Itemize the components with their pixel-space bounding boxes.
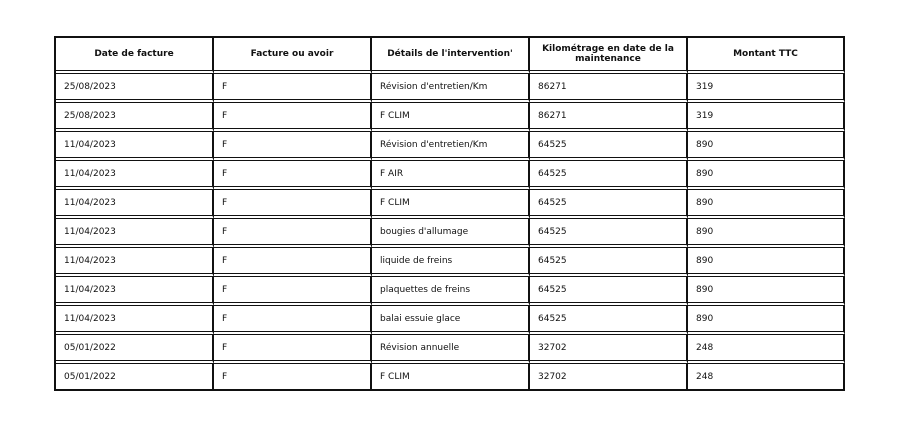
cell-date: 11/04/2023 (56, 161, 214, 190)
cell-date: 11/04/2023 (56, 219, 214, 248)
cell-details: balai essuie glace (372, 306, 530, 335)
cell-details: F CLIM (372, 364, 530, 391)
cell-kilometrage: 64525 (530, 161, 688, 190)
cell-details: Révision d'entretien/Km (372, 132, 530, 161)
cell-details: Révision d'entretien/Km (372, 74, 530, 103)
cell-date: 11/04/2023 (56, 248, 214, 277)
cell-type: F (214, 277, 372, 306)
cell-type: F (214, 248, 372, 277)
cell-kilometrage: 64525 (530, 306, 688, 335)
cell-kilometrage: 86271 (530, 74, 688, 103)
cell-kilometrage: 64525 (530, 248, 688, 277)
cell-type: F (214, 364, 372, 391)
cell-montant: 890 (688, 161, 845, 190)
table-row (56, 132, 845, 161)
cell-details: F AIR (372, 161, 530, 190)
table-body (56, 74, 845, 391)
cell-type: F (214, 219, 372, 248)
cell-type: F (214, 74, 372, 103)
cell-date: 05/01/2022 (56, 364, 214, 391)
cell-montant: 319 (688, 74, 845, 103)
cell-type: F (214, 103, 372, 132)
cell-montant: 890 (688, 306, 845, 335)
cell-details: liquide de freins (372, 248, 530, 277)
table-row (56, 219, 845, 248)
cell-type: F (214, 306, 372, 335)
cell-montant: 890 (688, 277, 845, 306)
cell-kilometrage: 86271 (530, 103, 688, 132)
header-facture-ou-avoir: Facture ou avoir (214, 38, 372, 74)
table-header (56, 38, 845, 74)
cell-montant: 890 (688, 248, 845, 277)
cell-montant: 890 (688, 219, 845, 248)
cell-date: 25/08/2023 (56, 103, 214, 132)
header-kilometrage: Kilométrage en date de la maintenance (530, 38, 688, 74)
cell-details: F CLIM (372, 190, 530, 219)
table-row (56, 335, 845, 364)
cell-date: 11/04/2023 (56, 277, 214, 306)
cell-kilometrage: 32702 (530, 364, 688, 391)
cell-details: Révision annuelle (372, 335, 530, 364)
cell-type: F (214, 161, 372, 190)
cell-montant: 890 (688, 190, 845, 219)
cell-type: F (214, 132, 372, 161)
cell-date: 11/04/2023 (56, 132, 214, 161)
cell-kilometrage: 64525 (530, 132, 688, 161)
cell-kilometrage: 64525 (530, 219, 688, 248)
table-row (56, 306, 845, 335)
cell-date: 05/01/2022 (56, 335, 214, 364)
table-row (56, 161, 845, 190)
table-row (56, 248, 845, 277)
header-details-intervention: Détails de l'intervention' (372, 38, 530, 74)
header-row (56, 38, 845, 74)
maintenance-table (54, 36, 845, 391)
cell-type: F (214, 190, 372, 219)
cell-date: 25/08/2023 (56, 74, 214, 103)
header-date-de-facture: Date de facture (56, 38, 214, 74)
cell-date: 11/04/2023 (56, 190, 214, 219)
table-row (56, 103, 845, 132)
cell-kilometrage: 64525 (530, 277, 688, 306)
cell-details: F CLIM (372, 103, 530, 132)
header-montant-ttc: Montant TTC (688, 38, 845, 74)
cell-type: F (214, 335, 372, 364)
cell-montant: 319 (688, 103, 845, 132)
cell-kilometrage: 32702 (530, 335, 688, 364)
cell-details: bougies d'allumage (372, 219, 530, 248)
table-row (56, 190, 845, 219)
cell-kilometrage: 64525 (530, 190, 688, 219)
table-row (56, 364, 845, 391)
cell-montant: 890 (688, 132, 845, 161)
cell-details: plaquettes de freins (372, 277, 530, 306)
table-row (56, 277, 845, 306)
cell-montant: 248 (688, 364, 845, 391)
table-row (56, 74, 845, 103)
cell-montant: 248 (688, 335, 845, 364)
cell-date: 11/04/2023 (56, 306, 214, 335)
